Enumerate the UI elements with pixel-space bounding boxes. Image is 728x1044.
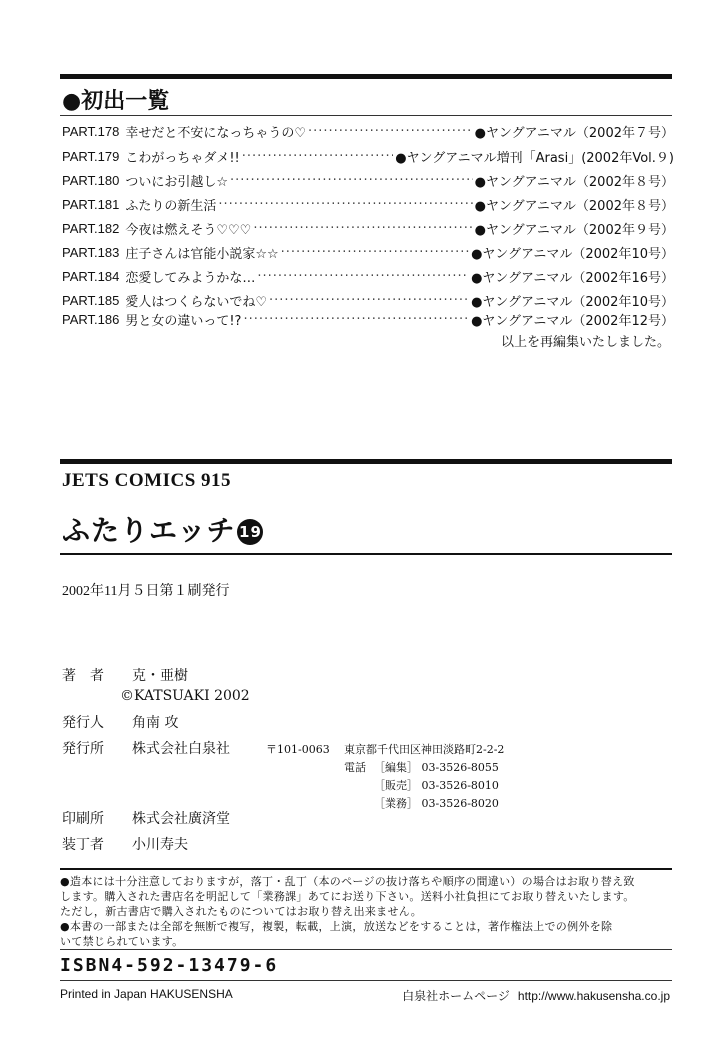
- toc-row: [62, 194, 674, 214]
- phone-sales: ［販売］ 03-3526-8010: [374, 779, 499, 792]
- toc-note: 以上を再編集いたしました。: [500, 335, 670, 350]
- toc-row: [62, 290, 674, 310]
- toc-source: ●ヤングアニマル（2002年８号）: [474, 198, 674, 214]
- author-label: 著 者: [62, 668, 104, 684]
- footer-rule: [60, 980, 672, 981]
- leader-dots: [230, 173, 473, 188]
- toc-row: [62, 146, 674, 166]
- toc-part: PART.181: [62, 196, 120, 212]
- leader-dots: [308, 124, 473, 139]
- notice-line: ●本書の一部または全部を無断で複写，複製，転載，上演，放送などをすることは，著作権法上での例外を除: [60, 920, 613, 933]
- toc-row: [62, 309, 674, 329]
- toc-part: PART.185: [62, 292, 120, 308]
- homepage-label: 白泉社ホームページ: [402, 989, 510, 1003]
- printed-in: Printed in Japan HAKUSENSHA: [60, 987, 233, 1001]
- toc-source: ●ヤングアニマル（2002年10号）: [471, 246, 674, 262]
- publisher-person: 角南 攻: [132, 715, 179, 731]
- author: 克・亜樹: [132, 668, 188, 684]
- designer: 小川寿夫: [132, 837, 188, 853]
- toc-row: [62, 218, 674, 238]
- series-label: JETS COMICS 915: [62, 470, 232, 491]
- notice-rule: [60, 868, 672, 870]
- isbn: ISBN4-592-13479-6: [60, 955, 279, 976]
- homepage: [402, 987, 670, 1004]
- book-title: [62, 509, 263, 549]
- toc-row: [62, 242, 674, 262]
- toc-source: ●ヤングアニマル（2002年９号）: [474, 222, 674, 238]
- toc-part: PART.180: [62, 172, 120, 188]
- leader-dots: [269, 293, 469, 308]
- leader-dots: [243, 312, 469, 327]
- toc-source: ●ヤングアニマル（2002年12号）: [471, 313, 674, 329]
- list-heading: ●初出一覧: [62, 89, 170, 114]
- homepage-url[interactable]: http://www.hakusensha.co.jp: [517, 989, 670, 1003]
- phone-label: 電話: [344, 761, 366, 774]
- toc-source: ●ヤングアニマル（2002年16号）: [471, 270, 674, 286]
- toc-title: 男と女の違いって!?: [125, 313, 242, 329]
- notice-line: します。購入された書店名を明記して「業務課」あてにお送り下さい。送料小社負担にてお取り替えいたします。: [60, 890, 635, 903]
- colophon-rule: [60, 459, 672, 464]
- toc-row: [62, 170, 674, 190]
- toc-title: ついにお引越し☆: [125, 174, 228, 190]
- notice-line: ただし，新古書店で購入されたものについてはお取り替え出来ません。: [60, 905, 423, 918]
- toc-part: PART.178: [62, 123, 120, 139]
- publication-date: 2002年11月５日第１刷発行: [62, 584, 230, 599]
- legal-notice: [60, 874, 672, 949]
- toc-title: 今夜は燃えそう♡♡♡: [125, 222, 252, 238]
- toc-title: 恋愛してみようかな…: [125, 270, 256, 286]
- toc-part: PART.179: [62, 148, 120, 164]
- toc-source: ●ヤングアニマル（2002年７号）: [474, 125, 674, 141]
- leader-dots: [281, 245, 469, 260]
- book-title-text: ふたりエッチ: [62, 514, 236, 547]
- toc-title: 庄子さんは官能小説家☆☆: [125, 246, 279, 262]
- toc-part: PART.186: [62, 311, 120, 327]
- leader-dots: [257, 269, 469, 284]
- phone-editorial: ［編集］ 03-3526-8055: [374, 761, 499, 774]
- toc-title: 幸せだと不安になっちゃうの♡: [125, 125, 306, 141]
- notice-line: いて禁じられています。: [60, 935, 184, 948]
- toc-part: PART.183: [62, 244, 120, 260]
- volume-badge: 19: [237, 519, 263, 545]
- top-rule: [60, 74, 672, 79]
- toc-title: 愛人はつくらないでね♡: [125, 294, 267, 310]
- toc-title: ふたりの新生活: [125, 198, 217, 214]
- isbn-rule: [60, 949, 672, 950]
- printer-label: 印刷所: [62, 811, 104, 827]
- leader-dots: [218, 197, 472, 212]
- designer-label: 装丁者: [62, 837, 104, 853]
- leader-dots: [253, 221, 472, 236]
- toc-source: ●ヤングアニマル（2002年８号）: [474, 174, 674, 190]
- toc-row: [62, 121, 674, 141]
- heading-underline: [60, 115, 672, 116]
- address: 東京都千代田区神田淡路町2-2-2: [344, 743, 505, 756]
- phone-business: ［業務］ 03-3526-8020: [374, 797, 499, 810]
- printer: 株式会社廣済堂: [132, 811, 230, 827]
- postal-code: 〒101-0063: [266, 743, 330, 756]
- title-underline: [60, 553, 672, 555]
- publisher-person-label: 発行人: [62, 715, 104, 731]
- toc-source: ●ヤングアニマル（2002年10号）: [471, 294, 674, 310]
- leader-dots: [242, 149, 394, 164]
- toc-row: [62, 266, 674, 286]
- toc-part: PART.184: [62, 268, 120, 284]
- publisher: 株式会社白泉社: [132, 741, 230, 757]
- copyright: ©KATSUAKI 2002: [120, 688, 250, 704]
- toc-part: PART.182: [62, 220, 120, 236]
- publisher-label: 発行所: [62, 741, 104, 757]
- toc-title: こわがっちゃダメ!!: [125, 150, 240, 166]
- toc-source: ●ヤングアニマル増刊「Arasi」(2002年Vol.９): [395, 150, 674, 166]
- notice-line: ●造本には十分注意しておりますが，落丁・乱丁（本のページの抜け落ちや順序の間違い）の場合はお取り替え致: [60, 875, 635, 888]
